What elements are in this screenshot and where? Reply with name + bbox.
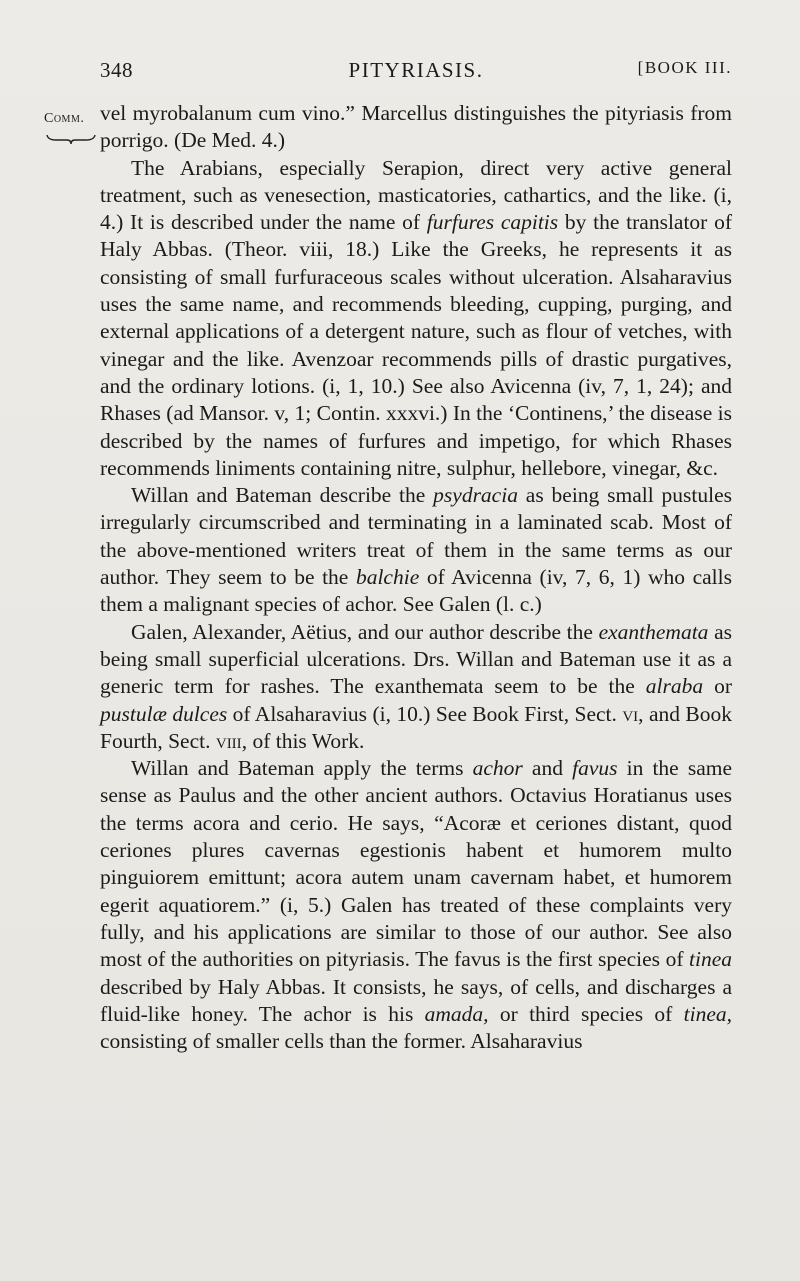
italic-term: exanthemata xyxy=(598,619,709,644)
text-run: Galen, Alexander, Aëtius, and our author describe the xyxy=(131,619,599,644)
text-run: viii xyxy=(215,728,242,753)
text-run: vi xyxy=(622,701,639,726)
text-run: in the same sense as Paulus and the other ancient authors. Octavius Horatianus uses the terms acora and cerio. He says, “Acoræ et ceriones distant, quod ceriones plures cavernas egestionis habent et humorem multo pinguiorem emittunt; acora autem unam cavernam habet, et humorem egerit aquatiorem.” (i, 5.) Galen has treated of these complaints very fully, and his applications are similar to those of our author. See also most of the authorities on pityriasis. The favus is the first species of xyxy=(100,756,733,972)
running-title: PITYRIASIS. xyxy=(348,58,484,82)
page-number: 348 xyxy=(100,58,133,82)
paragraph-p1 xyxy=(100,100,732,155)
text-run: Willan and Bateman describe the xyxy=(131,483,434,508)
italic-term: amada, xyxy=(424,1001,489,1026)
text-run: or xyxy=(703,674,732,699)
text-run: , of this Work. xyxy=(241,728,365,753)
text-run: consisting of smaller cells than the former. Alsaharavius xyxy=(100,1029,583,1054)
text-run: or third species of xyxy=(488,1001,684,1026)
italic-term: alraba xyxy=(645,674,704,699)
paragraph-p4 xyxy=(100,619,732,755)
italic-term: pustulæ dulces xyxy=(100,701,228,726)
text-run: vel myrobalanum cum vino.” Marcellus distinguishes the pityriasis from porrigo. (De Med. 4.) xyxy=(100,101,732,153)
italic-term: favus xyxy=(572,756,618,781)
margin-note: Comm. xyxy=(44,111,85,126)
text-run: Willan and Bateman apply the terms xyxy=(131,756,473,781)
italic-term: furfures capitis xyxy=(426,210,559,235)
text-run: of Avicenna (iv, 7, 6, 1) who calls them a malignant species of achor. See Galen (l. c.) xyxy=(100,565,732,617)
text-run: , and Book Fourth, Sect. xyxy=(100,701,732,753)
text-run: as being small pustules irregularly circumscribed and terminating in a laminated scab. Most of the above-mentioned writers treat of them in the same terms as our author. They seem to be the xyxy=(100,483,733,590)
italic-term: tinea, xyxy=(683,1001,732,1026)
margin-brace-icon xyxy=(46,133,96,145)
text-run: described by Haly Abbas. It consists, he says, of cells, and discharges a fluid-like honey. The achor is his xyxy=(100,974,732,1026)
text-run: The Arabians, especially Serapion, direct very active general treatment, such as venesection, masticatories, cathartics, and the like. (i, 4.) It is described under the name of xyxy=(100,155,732,235)
paragraph-p5 xyxy=(100,755,732,1055)
text-run: and xyxy=(522,756,573,781)
italic-term: achor xyxy=(472,756,523,781)
text-run: by the translator of Haly Abbas. (Theor. viii, 18.) Like the Greeks, he represents it as consisting of small furfuraceous scales without ulceration. Alsaharavius uses the same name, and recommends bleeding, cupping, purging, and external applications of a detergent nature, such as flour of vetches, with vinegar and the like. Avenzoar recommends pills of drastic purgatives, and the ordinary lotions. (i, 1, 10.) See also Avicenna (iv, 7, 1, 24); and Rhases (ad Mansor. v, 1; Contin. xxxvi.) In the ‘Continens,’ the disease is described by the names of furfures and impetigo, for which Rhases recommends liniments containing nitre, sulphur, hellebore, vinegar, &c. xyxy=(100,210,732,480)
paragraph-p3 xyxy=(100,482,732,618)
text-run: of Alsaharavius (i, 10.) See Book First, Sect. xyxy=(227,701,623,726)
text-run: as being small superficial ulcerations. Drs. Willan and Bateman use it as a generic term for rashes. The exanthemata seem to be the xyxy=(100,619,732,699)
book-indicator: [BOOK III. xyxy=(637,58,732,77)
italic-term: balchie xyxy=(355,565,420,590)
running-header xyxy=(100,58,732,88)
italic-term: tinea xyxy=(689,947,732,972)
body-text xyxy=(100,100,732,1055)
italic-term: psydracia xyxy=(433,483,518,508)
paragraph-p2 xyxy=(100,155,732,483)
